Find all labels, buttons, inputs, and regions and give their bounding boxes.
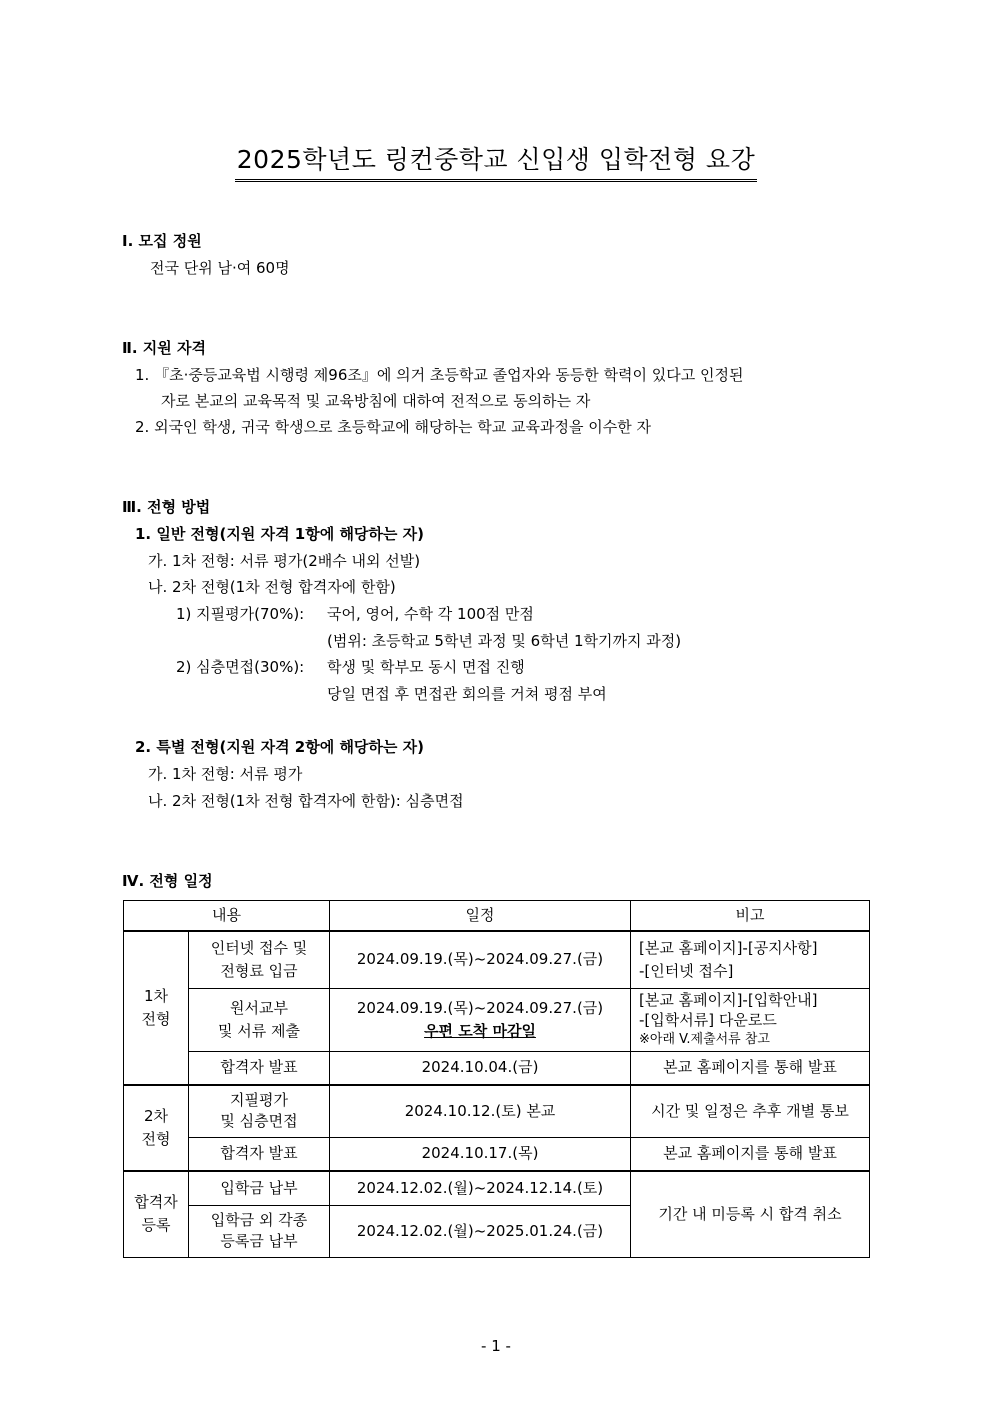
row-note-cell — [631, 988, 870, 1051]
row-date: 2024.09.19.(목)~2024.09.27.(금) — [356, 998, 604, 1017]
section-2-item-1-line-1: 1. 『초·중등교육법 시행령 제96조』에 의거 초등학교 졸업자와 동등한 학력이 있다고 인정된 — [135, 366, 744, 384]
row-date-emphasis: 우편 도착 마감일 — [424, 1021, 536, 1040]
row-item: 지필평가 및 심층면접 — [189, 1085, 330, 1137]
general-admission-title: 1. 일반 전형(지원 자격 1항에 해당하는 자) — [135, 525, 424, 543]
row-note: 시간 및 일정은 추후 개별 통보 — [631, 1085, 870, 1137]
table-row — [124, 1171, 870, 1205]
section-1-heading: Ⅰ. 모집 정원 — [122, 232, 202, 250]
row-date-cell — [330, 988, 631, 1051]
row-note-small: ※아래 V.제출서류 참고 — [639, 1031, 770, 1047]
section-2-item-2: 2. 외국인 학생, 귀국 학생으로 초등학교에 해당하는 학교 교육과정을 이수한 자 — [135, 418, 651, 436]
page-number: - 1 - — [481, 1337, 511, 1355]
page-title — [0, 143, 992, 182]
row-date: 2024.10.04.(금) — [330, 1051, 631, 1085]
row-date: 2024.10.17.(목) — [330, 1137, 631, 1171]
schedule-table — [123, 900, 870, 1258]
section-2-heading: Ⅱ. 지원 자격 — [122, 339, 206, 357]
written-test-label: 1) 지필평가(70%): — [176, 605, 305, 623]
special-admission-second-stage: 나. 2차 전형(1차 전형 합격자에 한함): 심층면접 — [148, 792, 464, 810]
row-date: 2024.12.02.(월)~2025.01.24.(금) — [330, 1205, 631, 1257]
table-row — [124, 988, 870, 1051]
group-second-stage: 2차 전형 — [124, 1085, 189, 1171]
row-item: 입학금 외 각종 등록금 납부 — [189, 1205, 330, 1257]
special-admission-title: 2. 특별 전형(지원 자격 2항에 해당하는 자) — [135, 738, 424, 756]
section-3-heading: Ⅲ. 전형 방법 — [122, 498, 211, 516]
header-note: 비고 — [631, 901, 870, 932]
row-item: 입학금 납부 — [189, 1171, 330, 1205]
section-2-item-1-line-2: 자로 본교의 교육목적 및 교육방침에 대하여 전적으로 동의하는 자 — [161, 392, 591, 410]
written-test-scope: (범위: 초등학교 5학년 과정 및 6학년 1학기까지 과정) — [327, 632, 682, 650]
table-row — [124, 1085, 870, 1137]
header-content: 내용 — [124, 901, 330, 932]
group-registration: 합격자 등록 — [124, 1171, 189, 1257]
table-row — [124, 931, 870, 988]
general-admission-first-stage: 가. 1차 전형: 서류 평가(2배수 내외 선발) — [148, 552, 421, 570]
row-note: [본교 홈페이지]-[입학안내] -[입학서류] 다운로드 — [639, 990, 818, 1029]
special-admission-first-stage: 가. 1차 전형: 서류 평가 — [148, 765, 303, 783]
interview-scoring: 당일 면접 후 면접관 회의를 거쳐 평점 부여 — [327, 685, 607, 703]
page-title-text: 2025학년도 링컨중학교 신입생 입학전형 요강 — [235, 143, 757, 182]
row-note: 본교 홈페이지를 통해 발표 — [631, 1137, 870, 1171]
table-row — [124, 1137, 870, 1171]
group-first-stage: 1차 전형 — [124, 931, 189, 1085]
row-note: 본교 홈페이지를 통해 발표 — [631, 1051, 870, 1085]
row-item: 인터넷 접수 및 전형료 입금 — [189, 931, 330, 988]
header-schedule: 일정 — [330, 901, 631, 932]
section-4-heading: Ⅳ. 전형 일정 — [122, 872, 213, 890]
interview-label: 2) 심층면접(30%): — [176, 658, 305, 676]
row-date: 2024.12.02.(월)~2024.12.14.(토) — [330, 1171, 631, 1205]
row-item: 합격자 발표 — [189, 1051, 330, 1085]
row-item: 원서교부 및 서류 제출 — [189, 988, 330, 1051]
written-test-desc: 국어, 영어, 수학 각 100점 만점 — [327, 605, 534, 623]
row-date: 2024.10.12.(토) 본교 — [330, 1085, 631, 1137]
row-date: 2024.09.19.(목)~2024.09.27.(금) — [330, 931, 631, 988]
schedule-header-row — [124, 901, 870, 932]
section-1-body: 전국 단위 남·여 60명 — [150, 259, 290, 277]
general-admission-second-stage: 나. 2차 전형(1차 전형 합격자에 한함) — [148, 578, 396, 596]
row-note: 기간 내 미등록 시 합격 취소 — [631, 1171, 870, 1257]
row-item: 합격자 발표 — [189, 1137, 330, 1171]
table-row — [124, 1051, 870, 1085]
row-note: [본교 홈페이지]-[공지사항] -[인터넷 접수] — [631, 931, 870, 988]
interview-desc: 학생 및 학부모 동시 면접 진행 — [327, 658, 525, 676]
